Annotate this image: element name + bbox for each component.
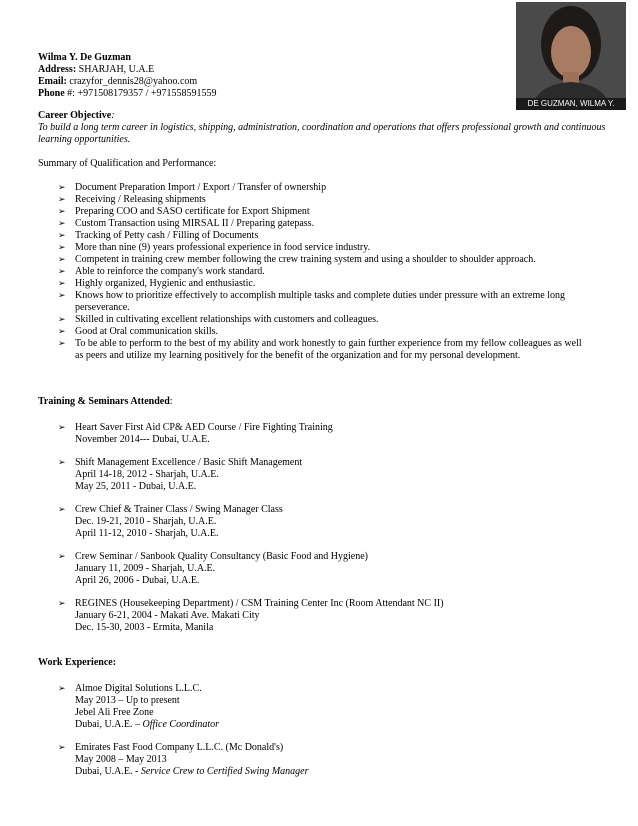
list-item: ➢ Highly organized, Hygienic and enthusiastic.: [58, 278, 256, 289]
phone-label: Phone: [38, 88, 65, 99]
email-value: crazyfor_dennis28@yahoo.com: [66, 76, 198, 87]
applicant-photo: [516, 2, 626, 110]
photo-caption: DE GUZMAN, WILMA Y.: [516, 98, 626, 110]
email-line: [38, 76, 498, 88]
training-item: ➢ Heart Saver First Aid CP& AED Course / Fire Fighting Training November 2014--- Dubai, U.A.E.: [58, 422, 333, 445]
arrow-bullet-icon: ➢: [58, 315, 66, 325]
training-item: ➢ Shift Management Excellence / Basic Shift Management April 14-18, 2012 - Sharjah, U.A.E. May 25, 2011 - Dubai, U.A.E.: [58, 457, 303, 492]
training-item: ➢ Crew Chief & Trainer Class / Swing Manager Class Dec. 19-21, 2010 - Sharjah, U.A.E. April 11-12, 2010 - Sharjah, U.A.E.: [58, 504, 283, 539]
list-item: ➢ Able to reinforce the company's work standard.: [58, 266, 265, 277]
address-label: Address:: [38, 64, 77, 75]
work-list: [38, 683, 586, 789]
work-item: ➢ Emirates Fast Food Company L.L.C. (Mc Donald's) May 2008 – May 2013 Dubai, U.A.E. - Service Crew to Certified Swing Manager: [58, 742, 309, 777]
arrow-bullet-icon: ➢: [58, 255, 66, 265]
address-value: SHARJAH, U.A.E: [76, 64, 155, 75]
address-line: [38, 64, 498, 76]
summary-list: [38, 182, 586, 362]
arrow-bullet-icon: ➢: [58, 231, 66, 241]
arrow-bullet-icon: ➢: [58, 183, 66, 193]
email-label: Email:: [38, 76, 67, 87]
arrow-bullet-icon: ➢: [58, 505, 66, 515]
list-item: ➢ Document Preparation Import / Export / Transfer of ownership: [58, 182, 327, 193]
list-item: ➢ Skilled in cultivating excellent relationships with customers and colleagues.: [58, 314, 379, 325]
summary-heading: Summary of Qualification and Performance:: [38, 158, 217, 169]
arrow-bullet-icon: ➢: [58, 291, 66, 301]
arrow-bullet-icon: ➢: [58, 243, 66, 253]
training-item: ➢ REGINES (Housekeeping Department) / CSM Training Center Inc (Room Attendant NC II) January 6-21, 2004 - Makati Ave. Makati City Dec. 15-30, 2003 - Ermita, Manila: [58, 598, 444, 633]
list-item: ➢ Custom Transaction using MIRSAL II / Preparing gatepass.: [58, 218, 315, 229]
arrow-bullet-icon: ➢: [58, 458, 66, 468]
arrow-bullet-icon: ➢: [58, 219, 66, 229]
work-heading: Work Experience:: [38, 657, 117, 668]
arrow-bullet-icon: ➢: [58, 207, 66, 217]
objective-heading: [38, 110, 608, 122]
training-list: [38, 422, 586, 645]
list-item: ➢ Competent in training crew member following the crew training system and using a shoulder to shoulder approach.: [58, 254, 536, 265]
list-item: ➢ Tracking of Petty cash / Filling of Documents: [58, 230, 259, 241]
arrow-bullet-icon: ➢: [58, 599, 66, 609]
list-item: ➢ Knows how to prioritize effectively to accomplish multiple tasks and complete duties under pressure with an extreme long perseverance.: [58, 290, 565, 313]
phone-value: #: +971508179357 / +971558591559: [64, 88, 217, 99]
training-heading: Training & Seminars Attended:: [38, 396, 173, 407]
list-item: ➢ To be able to perform to the best of my ability and work honestly to gain further experience from my fellow colleagues as well as peers and utilize my learning positively for the benefit of the organization and for my personal development.: [58, 338, 582, 361]
arrow-bullet-icon: ➢: [58, 267, 66, 277]
arrow-bullet-icon: ➢: [58, 552, 66, 562]
list-item: ➢ Receiving / Releasing shipments: [58, 194, 206, 205]
career-objective: [38, 110, 608, 146]
arrow-bullet-icon: ➢: [58, 195, 66, 205]
training-item: ➢ Crew Seminar / Sanbook Quality Consultancy (Basic Food and Hygiene) January 11, 2009 - Sharjah, U.A.E. April 26, 2006 - Dubai, U.A.E.: [58, 551, 369, 586]
arrow-bullet-icon: ➢: [58, 327, 66, 337]
objective-title: Career Objective: [38, 110, 112, 121]
list-item: ➢ More than nine (9) years professional experience in food service industry.: [58, 242, 371, 253]
phone-line: [38, 88, 498, 100]
portrait-image: [516, 2, 626, 110]
applicant-name: Wilma Y. De Guzman: [38, 52, 131, 63]
list-item: ➢ Good at Oral communication skills.: [58, 326, 219, 337]
arrow-bullet-icon: ➢: [58, 423, 66, 433]
objective-colon: :: [111, 110, 115, 121]
arrow-bullet-icon: ➢: [58, 684, 66, 694]
contact-header: [38, 52, 498, 100]
objective-text: To build a long term career in logistics, shipping, administration, coordination and operations that offers professional growth and continuous learning opportunities.: [38, 122, 606, 145]
arrow-bullet-icon: ➢: [58, 339, 66, 349]
arrow-bullet-icon: ➢: [58, 279, 66, 289]
list-item: ➢ Preparing COO and SASO certificate for Export Shipment: [58, 206, 310, 217]
arrow-bullet-icon: ➢: [58, 743, 66, 753]
work-item: ➢ Almoe Digital Solutions L.L.C. May 2013 – Up to present Jebel Ali Free Zone Dubai, U.A.E. – Office Coordinator: [58, 683, 220, 730]
